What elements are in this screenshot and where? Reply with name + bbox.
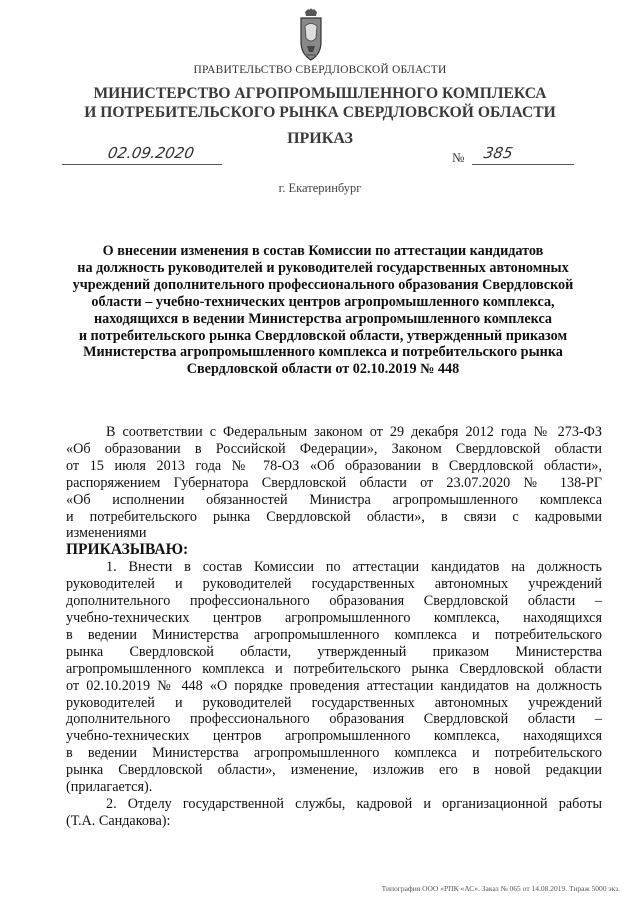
title-line: учреждений дополнительного профессионального образования Свердловской: [72, 276, 574, 293]
preamble-line: от 15 июля 2013 года № 78-ОЗ «Об образовании в Свердловской области»,: [66, 457, 602, 474]
item-1-line: рынка Свердловской области, утвержденный приказом Министерства: [66, 643, 602, 660]
preamble-line: «Об исполнении обязанностей Министра агропромышленного комплекса: [66, 491, 602, 508]
document-type: ПРИКАЗ: [287, 130, 353, 147]
item-2-line: 2. Отделу государственной службы, кадровой и организационной работы: [106, 795, 602, 812]
item-1-line: учебно-технических центров агропромышленного комплекса, находящихся: [66, 609, 602, 626]
item-1-line: от 02.10.2019 № 448 «О порядке проведения аттестации кандидатов на должность: [66, 677, 602, 694]
item-1-line: в ведении Министерства агропромышленного комплекса и потребительского: [66, 626, 602, 643]
title-line: на должность руководителей и руководителей государственных автономных: [77, 259, 569, 276]
title-line: области – учебно-технических центров агропромышленного комплекса,: [91, 293, 555, 310]
preamble-line: и потребительского рынка Свердловской области», в связи с кадровыми: [66, 508, 602, 525]
ministry-name: [60, 84, 580, 122]
date-handwritten: 02.09.2020: [106, 144, 196, 162]
preamble-line: «Об образовании в Российской Федерации», Законом Свердловской области: [66, 440, 602, 457]
item-1-line: агропромышленного комплекса и потребительского рынка Свердловской области: [66, 660, 602, 677]
preamble-line: распоряжением Губернатора Свердловской области от 23.07.2020 № 138-РГ: [66, 474, 602, 491]
title-line: О внесении изменения в состав Комиссии по аттестации кандидатов: [102, 243, 544, 259]
document-body: [66, 424, 602, 830]
number-label: №: [452, 150, 465, 165]
item-1-paragraph: [66, 559, 602, 796]
number-field: [472, 144, 574, 165]
item-1-line: дополнительного профессионального образования Свердловской области –: [66, 711, 602, 728]
item-1-line: 1. Внести в состав Комиссии по аттестации кандидатов на должность: [106, 559, 602, 576]
number-handwritten: 385: [482, 144, 515, 162]
ministry-line: МИНИСТЕРСТВО АГРОПРОМЫШЛЕННОГО КОМПЛЕКСА: [93, 85, 547, 102]
city: г. Екатеринбург: [278, 181, 362, 195]
item-1-line: учебно-технических центров агропромышленного комплекса, находящихся: [66, 728, 602, 745]
title-line: и потребительского рынка Свердловской области, утвержденный приказом: [78, 327, 568, 344]
item-1-line: руководителей и руководителей государственных автономных учреждений: [66, 694, 602, 711]
government-name: ПРАВИТЕЛЬСТВО СВЕРДЛОВСКОЙ ОБЛАСТИ: [193, 64, 447, 76]
prikazyvayu-heading: ПРИКАЗЫВАЮ:: [66, 541, 189, 559]
print-footer: Типография ООО «РПК «АС». Заказ № 065 от 14.08.2019. Тираж 5000 экз.: [381, 884, 620, 893]
date-field: [62, 144, 222, 165]
item-2-line: (Т.А. Сандакова):: [66, 812, 171, 829]
item-2-paragraph: [66, 796, 602, 830]
item-1-line: (прилагается).: [66, 779, 153, 796]
coat-of-arms-emblem: [296, 8, 326, 64]
item-1-line: рынка Свердловской области», изменение, изложив его в новой редакции: [66, 762, 602, 779]
preamble-paragraph: [66, 424, 602, 542]
document-title: [58, 243, 588, 378]
preamble-line: В соответствии с Федеральным законом от 29 декабря 2012 года № 273-ФЗ: [106, 424, 602, 440]
item-1-line: в ведении Министерства агропромышленного комплекса и потребительского: [66, 745, 602, 762]
item-1-line: руководителей и руководителей государственных автономных учреждений: [66, 576, 602, 593]
title-line: Министерства агропромышленного комплекса и потребительского рынка: [83, 344, 563, 361]
title-line: Свердловской области от 02.10.2019 № 448: [186, 361, 460, 378]
ministry-line: И ПОТРЕБИТЕЛЬСКОГО РЫНКА СВЕРДЛОВСКОЙ ОБЛАСТИ: [84, 104, 556, 121]
preamble-line: изменениями: [66, 525, 147, 542]
title-line: находящихся в ведении Министерства агропромышленного комплекса: [93, 310, 553, 327]
item-1-line: дополнительного профессионального образования Свердловской области –: [66, 593, 602, 610]
